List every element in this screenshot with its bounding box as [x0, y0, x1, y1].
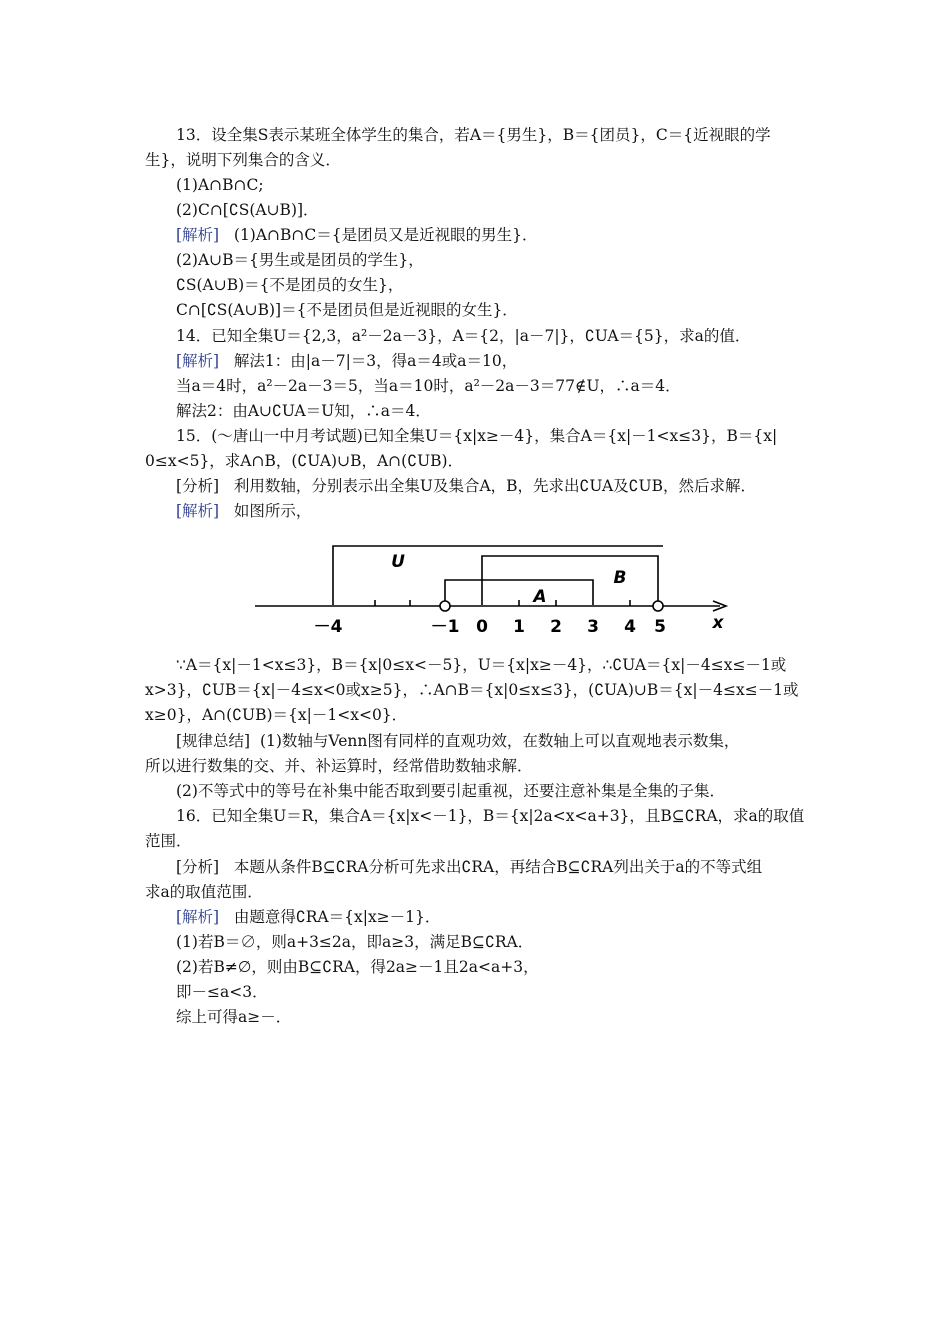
line-15-3 — [176, 476, 756, 496]
line-14-2 — [176, 351, 517, 371]
guilv-tag: [规律总结] — [176, 732, 251, 750]
line-16-9: 综上可得a≥－． — [176, 1008, 292, 1026]
fenxi-tag: [分析] — [176, 477, 220, 495]
tick-label: 2 — [550, 617, 562, 637]
line-text: 利用数轴，分别表示出全集U及集合A，B，先求出∁UA及∁UB，然后求解． — [233, 477, 756, 495]
line-text: 由题意得∁RA＝{x|x≥－1}． — [233, 908, 441, 926]
fenxi-tag: [分析] — [176, 858, 220, 876]
line-16-7: (2)若B≠∅，则由B⊆∁RA，得2a≥－1且2a<a+3， — [176, 958, 539, 976]
line-16-1: 16．已知全集U＝R，集合A＝{x|x<－1}，B＝{x|2a<x<a+3}，且B⊆∁RA，求a的取值 — [176, 807, 805, 825]
line-15-1: 15．(～唐山一中月考试题)已知全集U＝{x|x≥－4}，集合A＝{x|－1<x≤3}，B＝{x| — [176, 427, 778, 445]
line-13-3: (1)A∩B∩C; — [176, 176, 264, 194]
line-15-4 — [176, 501, 311, 521]
line-15-2: 0≤x<5}，求A∩B，(∁UA)∪B，A∩(∁UB)． — [145, 452, 464, 470]
line-13-6: (2)A∪B＝{男生或是团员的学生}， — [176, 251, 424, 269]
tick-label: －4 — [313, 617, 343, 637]
jiexi-tag: [解析] — [176, 226, 220, 244]
line-16-5 — [176, 907, 440, 927]
tick-label: －1 — [430, 617, 460, 637]
line-15-8 — [176, 731, 739, 751]
line-text: 解法1：由|a－7|＝3，得a＝4或a＝10， — [233, 352, 518, 370]
line-16-2: 范围． — [145, 832, 192, 850]
open-point-5 — [653, 601, 663, 611]
label-a: A — [533, 587, 547, 607]
line-16-6: (1)若B＝∅，则a+3≤2a，即a≥3，满足B⊆∁RA． — [176, 933, 534, 951]
line-13-4: (2)C∩[∁S(A∪B)]． — [176, 201, 319, 219]
line-13-1: 13．设全集S表示某班全体学生的集合，若A＝{男生}，B＝{团员}，C＝{近视眼的学 — [176, 126, 771, 144]
line-15-6: x>3}，∁UB＝{x|－4≤x<0或x≥5}，∴A∩B＝{x|0≤x≤3}，(∁UA)∪B＝{x|－4≤x≤－1或 — [145, 681, 799, 699]
jiexi-tag: [解析] — [176, 502, 220, 520]
tick-label: 1 — [513, 617, 525, 637]
tick-label: 4 — [624, 617, 636, 637]
line-text: 如图所示， — [233, 502, 312, 520]
tick-label: 5 — [654, 617, 666, 637]
line-15-10: (2)不等式中的等号在补集中能否取到要引起重视，还要注意补集是全集的子集． — [176, 782, 725, 800]
line-text: (1)数轴与Venn图有同样的直观功效，在数轴上可以直观地表示数集， — [259, 732, 740, 750]
line-14-1: 14．已知全集U＝{2,3，a²－2a－3}，A＝{2，|a－7|}，∁UA＝{5}，求a的值． — [176, 327, 751, 345]
number-line-svg — [250, 540, 730, 640]
axis-label-x: x — [712, 613, 724, 633]
tick-label: 3 — [587, 617, 599, 637]
line-15-5: ∵A＝{x|－1<x≤3}，B＝{x|0≤x<－5}，U＝{x|x≥－4}，∴∁UA＝{x|－4≤x≤－1或 — [176, 656, 787, 674]
line-13-8: C∩[∁S(A∪B)]＝{不是团员但是近视眼的女生}． — [176, 301, 518, 319]
line-14-3: 当a＝4时，a²－2a－3＝5，当a＝10时，a²－2a－3＝77∉U，∴a＝4． — [176, 377, 681, 395]
tick-label: 0 — [476, 617, 488, 637]
open-point-minus1 — [440, 601, 450, 611]
line-14-4: 解法2：由A∪∁UA＝U知，∴a＝4． — [176, 402, 431, 420]
line-13-7: ∁S(A∪B)＝{不是团员的女生}， — [176, 276, 404, 294]
line-text: 本题从条件B⊆∁RA分析可先求出∁RA，再结合B⊆∁RA列出关于a的不等式组 — [233, 858, 763, 876]
jiexi-tag: [解析] — [176, 908, 220, 926]
line-13-2: 生}，说明下列集合的含义． — [145, 151, 341, 169]
label-b: B — [613, 568, 627, 588]
line-16-3 — [176, 857, 762, 877]
jiexi-tag: [解析] — [176, 352, 220, 370]
line-16-4: 求a的取值范围． — [145, 883, 263, 901]
line-16-8: 即－≤a<3． — [176, 983, 268, 1001]
line-text: (1)A∩B∩C＝{是团员又是近视眼的男生}． — [233, 226, 538, 244]
line-15-9: 所以进行数集的交、并、补运算时，经常借助数轴求解． — [145, 757, 533, 775]
number-line-figure — [250, 540, 730, 640]
line-13-5 — [176, 225, 538, 245]
line-15-7: x≥0}，A∩(∁UB)＝{x|－1<x<0}． — [145, 706, 408, 724]
label-u: U — [391, 552, 405, 572]
